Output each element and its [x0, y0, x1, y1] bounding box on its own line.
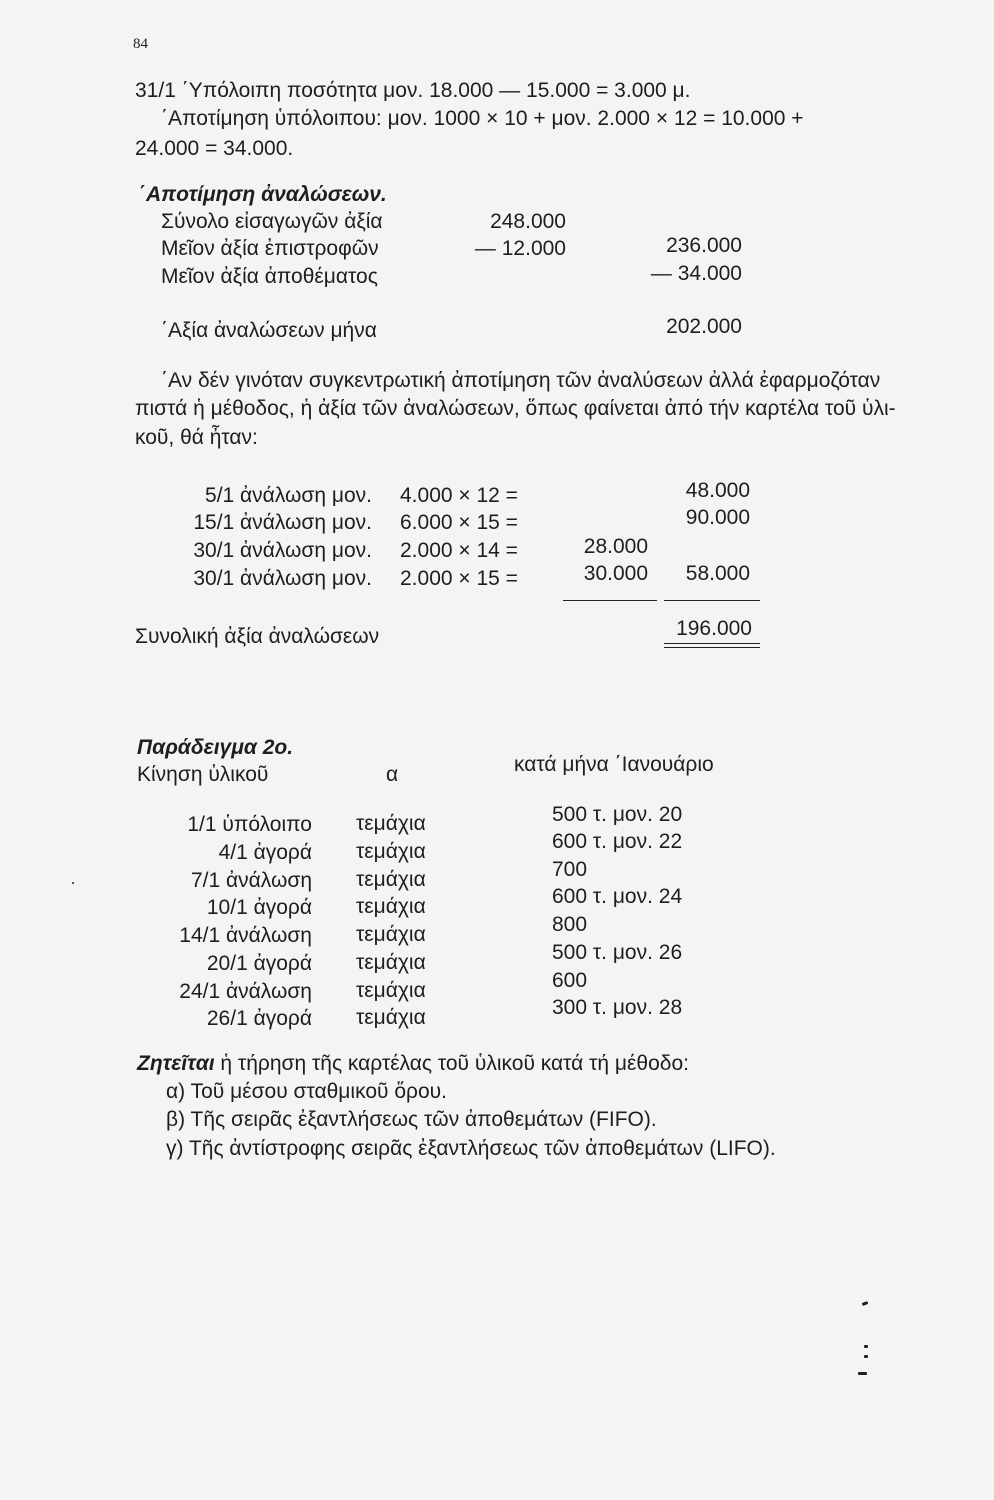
consumption-row-label: 30/1 ἀνάλωση μον. — [193, 567, 372, 590]
movement-date: 14/1 ἀνάλωση — [179, 924, 312, 947]
paragraph-line: πιστά ἡ μέθοδος, ἡ ἀξία τῶν ἀναλώσεων, ὅπως φαίνεται ἀπό τήν καρτέλα τοῦ ὑλι- — [135, 397, 896, 420]
total-double-underline — [664, 643, 760, 648]
consumption-row-sub: 30.000 — [583, 562, 648, 585]
movement-unit: τεμάχια — [356, 923, 426, 946]
movement-date: 24/1 ἀνάλωση — [179, 980, 312, 1003]
paragraph-line: κοῦ, θά ἦταν: — [135, 426, 258, 449]
consumption-row-calc: 2.000 × 15 = — [400, 567, 518, 590]
movement-qty: 700 — [552, 858, 588, 881]
valuation-row-col1: — 12.000 — [474, 237, 566, 260]
movement-date: 4/1 ἀγορά — [218, 841, 312, 864]
valuation-row-col1: 248.000 — [490, 210, 566, 233]
paragraph-line: ΄Αν δέν γινόταν συγκεντρωτική ἀποτίμηση τῶν ἀναλύσεων ἀλλά ἐφαρμοζόταν — [161, 369, 881, 392]
page-number: 84 — [133, 36, 148, 52]
movement-unit: τεμάχια — [356, 895, 426, 918]
consumption-row-label: 5/1 ἀνάλωση μον. — [205, 484, 372, 507]
scan-mark — [864, 1355, 868, 1358]
intro-line: 24.000 = 34.000. — [135, 137, 294, 160]
intro-line: ΄Αποτίμηση ὑπόλοιπου: μον. 1000 × 10 + μον. 2.000 × 12 = 10.000 + — [161, 107, 804, 130]
valuation-heading: ΄Αποτίμηση ἀναλώσεων. — [139, 183, 387, 206]
valuation-row-label: Σύνολο εἰσαγωγῶν ἀξία — [161, 210, 383, 233]
movement-unit: τεμάχια — [356, 951, 426, 974]
consumption-row-value: 90.000 — [685, 506, 750, 529]
example2-heading: Παράδειγμα 2ο. — [137, 736, 294, 759]
movement-qty: 300 τ. μον. 28 — [552, 996, 683, 1019]
valuation-row-col2: 236.000 — [666, 234, 742, 257]
sum-rule — [664, 600, 760, 601]
movement-unit: τεμάχια — [356, 812, 426, 835]
task-item: β) Τῆς σειρᾶς ἐξαντλήσεως τῶν ἀποθεμάτων (FIFO). — [166, 1108, 657, 1131]
example2-subtitle: Κίνηση ὑλικοῦ — [137, 763, 269, 786]
scan-mark — [862, 1301, 869, 1306]
movement-qty: 600 — [552, 969, 588, 992]
consumption-row-value: 58.000 — [685, 562, 750, 585]
task-text: ἡ τήρηση τῆς καρτέλας τοῦ ὑλικοῦ κατά τή μέθοδο: — [214, 1052, 689, 1075]
consumption-row-label: 15/1 ἀνάλωση μον. — [193, 511, 372, 534]
valuation-row-label: Μεῖον ἀξία ἀποθέματος — [161, 265, 378, 288]
task-item: γ) Τῆς ἀντίστροφης σειρᾶς ἐξαντλήσεως τῶν ἀποθεμάτων (LIFO). — [166, 1137, 776, 1160]
consumption-row-calc: 6.000 × 15 = — [400, 511, 518, 534]
scan-mark — [864, 1345, 868, 1348]
movement-unit: τεμάχια — [356, 868, 426, 891]
movement-qty: 500 τ. μον. 20 — [552, 803, 683, 826]
scan-mark — [858, 1372, 867, 1375]
movement-qty: 600 τ. μον. 22 — [552, 830, 683, 853]
intro-line: 31/1 ΄Υπόλοιπη ποσότητα μον. 18.000 — 15.000 = 3.000 μ. — [135, 79, 691, 102]
task-item: α) Τοῦ μέσου σταθμικοῦ ὅρου. — [166, 1080, 447, 1103]
valuation-total-value: 202.000 — [666, 315, 742, 338]
scan-mark — [72, 882, 74, 884]
consumption-row-label: 30/1 ἀνάλωση μον. — [193, 539, 372, 562]
task-sentence — [137, 1053, 689, 1074]
consumption-row-calc: 4.000 × 12 = — [400, 484, 518, 507]
movement-qty: 500 τ. μον. 26 — [552, 941, 683, 964]
consumption-row-calc: 2.000 × 14 = — [400, 539, 518, 562]
movement-date: 10/1 ἀγορά — [206, 896, 312, 919]
movement-date: 1/1 ὑπόλοιπο — [187, 813, 312, 836]
movement-date: 20/1 ἀγορά — [206, 952, 312, 975]
movement-date: 7/1 ἀνάλωση — [190, 869, 312, 892]
consumption-total-value: 196.000 — [676, 617, 752, 640]
task-lead: Ζητεῖται — [137, 1052, 215, 1075]
movement-qty: 800 — [552, 913, 588, 936]
valuation-row-col2: — 34.000 — [650, 262, 742, 285]
sum-rule — [563, 600, 657, 601]
consumption-row-sub: 28.000 — [583, 535, 648, 558]
consumption-row-value: 48.000 — [685, 479, 750, 502]
movement-unit: τεμάχια — [356, 1006, 426, 1029]
movement-date: 26/1 ἀγορά — [206, 1007, 312, 1030]
valuation-total-label: ΄Αξία ἀναλώσεων μήνα — [161, 319, 377, 342]
movement-qty: 600 τ. μον. 24 — [552, 885, 683, 908]
example2-subtitle-mid: α — [386, 763, 399, 786]
movement-unit: τεμάχια — [356, 840, 426, 863]
valuation-row-label: Μεῖον ἀξία ἐπιστροφῶν — [161, 237, 379, 260]
consumption-total-label: Συνολική ἀξία ἀναλώσεων — [135, 625, 380, 648]
movement-unit: τεμάχια — [356, 979, 426, 1002]
example2-subtitle-right: κατά μήνα ΄Ιανουάριο — [514, 753, 714, 776]
